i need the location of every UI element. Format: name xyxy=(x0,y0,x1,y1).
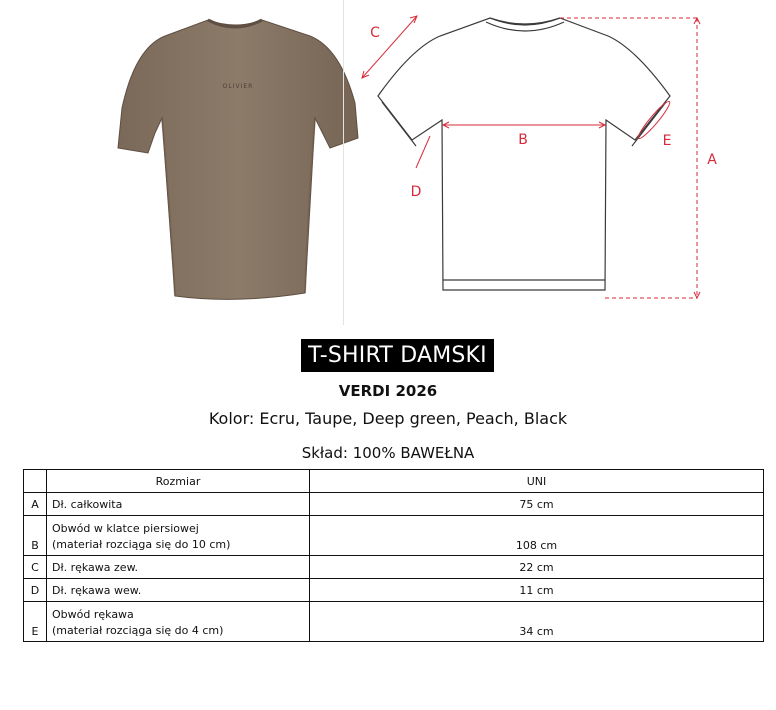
table-header-value: UNI xyxy=(310,470,764,493)
row-value: 34 cm xyxy=(310,602,764,642)
diagram-label-a: A xyxy=(707,152,717,168)
row-name: Dł. rękawa zew. xyxy=(47,556,310,579)
table-row xyxy=(24,493,764,516)
product-composition: Skład: 100% BAWEŁNA xyxy=(301,444,475,462)
diagram-label-e: E xyxy=(662,133,672,149)
row-value: 11 cm xyxy=(310,579,764,602)
product-title: T-SHIRT DAMSKI xyxy=(301,339,494,372)
divider xyxy=(343,0,344,325)
diagram-label-c: C xyxy=(370,25,380,41)
row-value: 108 cm xyxy=(310,516,764,556)
tshirt-body-shape xyxy=(118,20,358,299)
measure-line-d xyxy=(416,136,430,168)
row-note: (materiał rozciąga się do 10 cm) xyxy=(52,537,231,551)
product-photo xyxy=(100,8,370,308)
table-header-blank xyxy=(24,470,47,493)
table-row xyxy=(24,556,764,579)
diagram-label-b: B xyxy=(518,132,528,148)
table-header-row xyxy=(24,470,764,493)
row-letter: E xyxy=(24,602,47,642)
table-row xyxy=(24,602,764,642)
row-letter: B xyxy=(24,516,47,556)
shirt-print-text: OLIVIER xyxy=(222,83,254,90)
size-table xyxy=(23,469,764,642)
row-name: Obwód rękawa xyxy=(52,607,134,621)
table-row xyxy=(24,516,764,556)
row-note: (materiał rozciąga się do 4 cm) xyxy=(52,623,224,637)
table-row xyxy=(24,579,764,602)
row-letter: A xyxy=(24,493,47,516)
product-model: VERDI 2026 xyxy=(338,382,438,400)
row-value: 22 cm xyxy=(310,556,764,579)
diagram-label-d: D xyxy=(410,184,422,200)
product-colors: Kolor: Ecru, Taupe, Deep green, Peach, Black xyxy=(208,409,568,428)
row-letter: C xyxy=(24,556,47,579)
row-letter: D xyxy=(24,579,47,602)
row-name: Obwód w klatce piersiowej xyxy=(52,521,199,535)
row-name: Dł. rękawa wew. xyxy=(47,579,310,602)
row-name-cell xyxy=(47,516,310,556)
row-name-cell xyxy=(47,602,310,642)
row-value: 75 cm xyxy=(310,493,764,516)
row-name: Dł. całkowita xyxy=(47,493,310,516)
measurement-diagram xyxy=(350,8,750,308)
table-header-size: Rozmiar xyxy=(47,470,310,493)
